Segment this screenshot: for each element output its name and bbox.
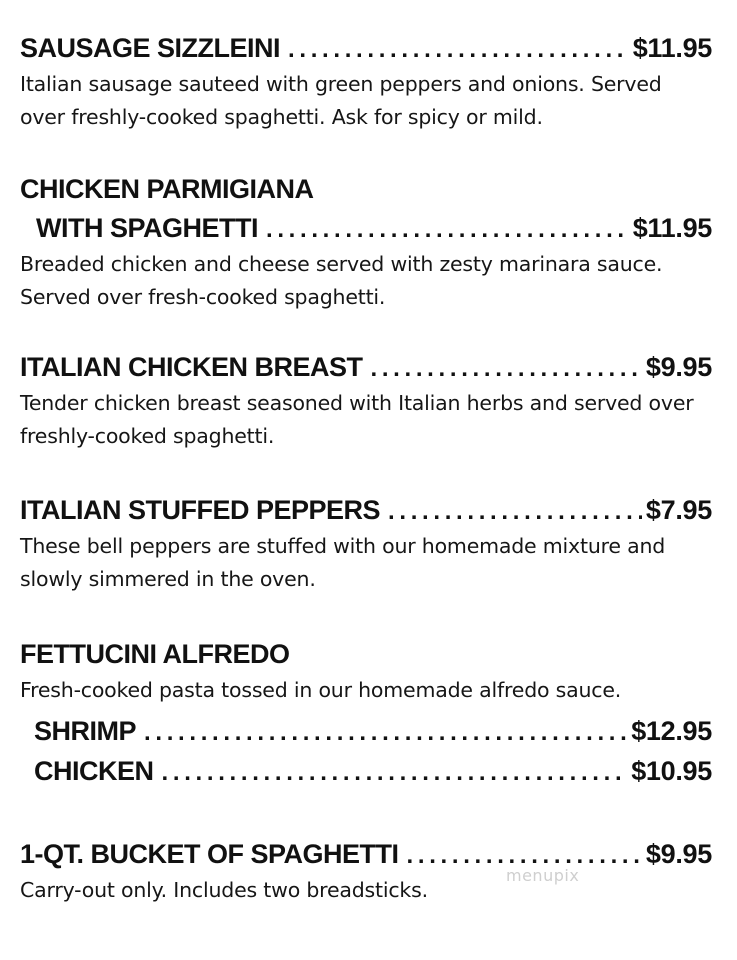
menu-item-header [20,834,712,874]
item-price: $9.95 [645,352,712,382]
item-name-line2: WITH SPAGHETTI [36,213,258,243]
item-description: Fresh-cooked pasta tossed in our homemade alfredo sauce. [20,678,622,702]
item-price: $9.95 [645,839,712,869]
menu-item-header [20,28,712,68]
item-description: Tender chicken breast seasoned with Italian herbs and served over freshly-cooked spaghetti. [20,391,694,448]
menu-item-header [20,634,712,674]
option-name: CHICKEN [34,756,154,786]
dot-leader [388,492,642,532]
item-name: 1-QT. BUCKET OF SPAGHETTI [20,839,399,869]
item-name: SAUSAGE SIZZLEINI [20,33,281,63]
option-name: SHRIMP [34,716,137,746]
menu-item-fettucini-alfredo [20,634,712,791]
item-price: $11.95 [632,213,712,243]
item-description: Carry-out only. Includes two breadsticks. [20,878,428,902]
menu-item-bucket-of-spaghetti [20,834,712,907]
menu-item-header [20,347,712,387]
item-name: ITALIAN STUFFED PEPPERS [20,495,381,525]
dot-leader [288,30,629,70]
dot-leader [144,713,627,753]
menu-item-sausage-sizzleini [20,28,712,134]
item-price: $7.95 [645,495,712,525]
dot-leader [371,349,642,389]
item-name: FETTUCINI ALFREDO [20,639,290,669]
menu-item-header-line2 [20,208,712,248]
item-description: Breaded chicken and cheese served with zesty marinara sauce. Served over fresh-cooked spaghetti. [20,252,663,309]
watermark: menupix [506,866,580,885]
option-row-shrimp [20,711,712,751]
menu-item-italian-stuffed-peppers [20,490,712,596]
menu-item-italian-chicken-breast [20,347,712,453]
menu-item-chicken-parmigiana [20,170,712,314]
option-price: $10.95 [631,756,712,786]
item-name-line1: CHICKEN PARMIGIANA [20,174,314,204]
item-description: Italian sausage sauteed with green peppers and onions. Served over freshly-cooked spaghetti. Ask for spicy or mild. [20,72,662,129]
option-price: $12.95 [631,716,712,746]
dot-leader [162,753,628,793]
dot-leader [266,210,629,250]
item-description: These bell peppers are stuffed with our homemade mixture and slowly simmered in the oven. [20,534,666,591]
option-row-chicken [20,751,712,791]
item-name: ITALIAN CHICKEN BREAST [20,352,363,382]
item-price: $11.95 [632,33,712,63]
menu-item-header [20,490,712,530]
menu-item-header-line1 [20,170,712,208]
